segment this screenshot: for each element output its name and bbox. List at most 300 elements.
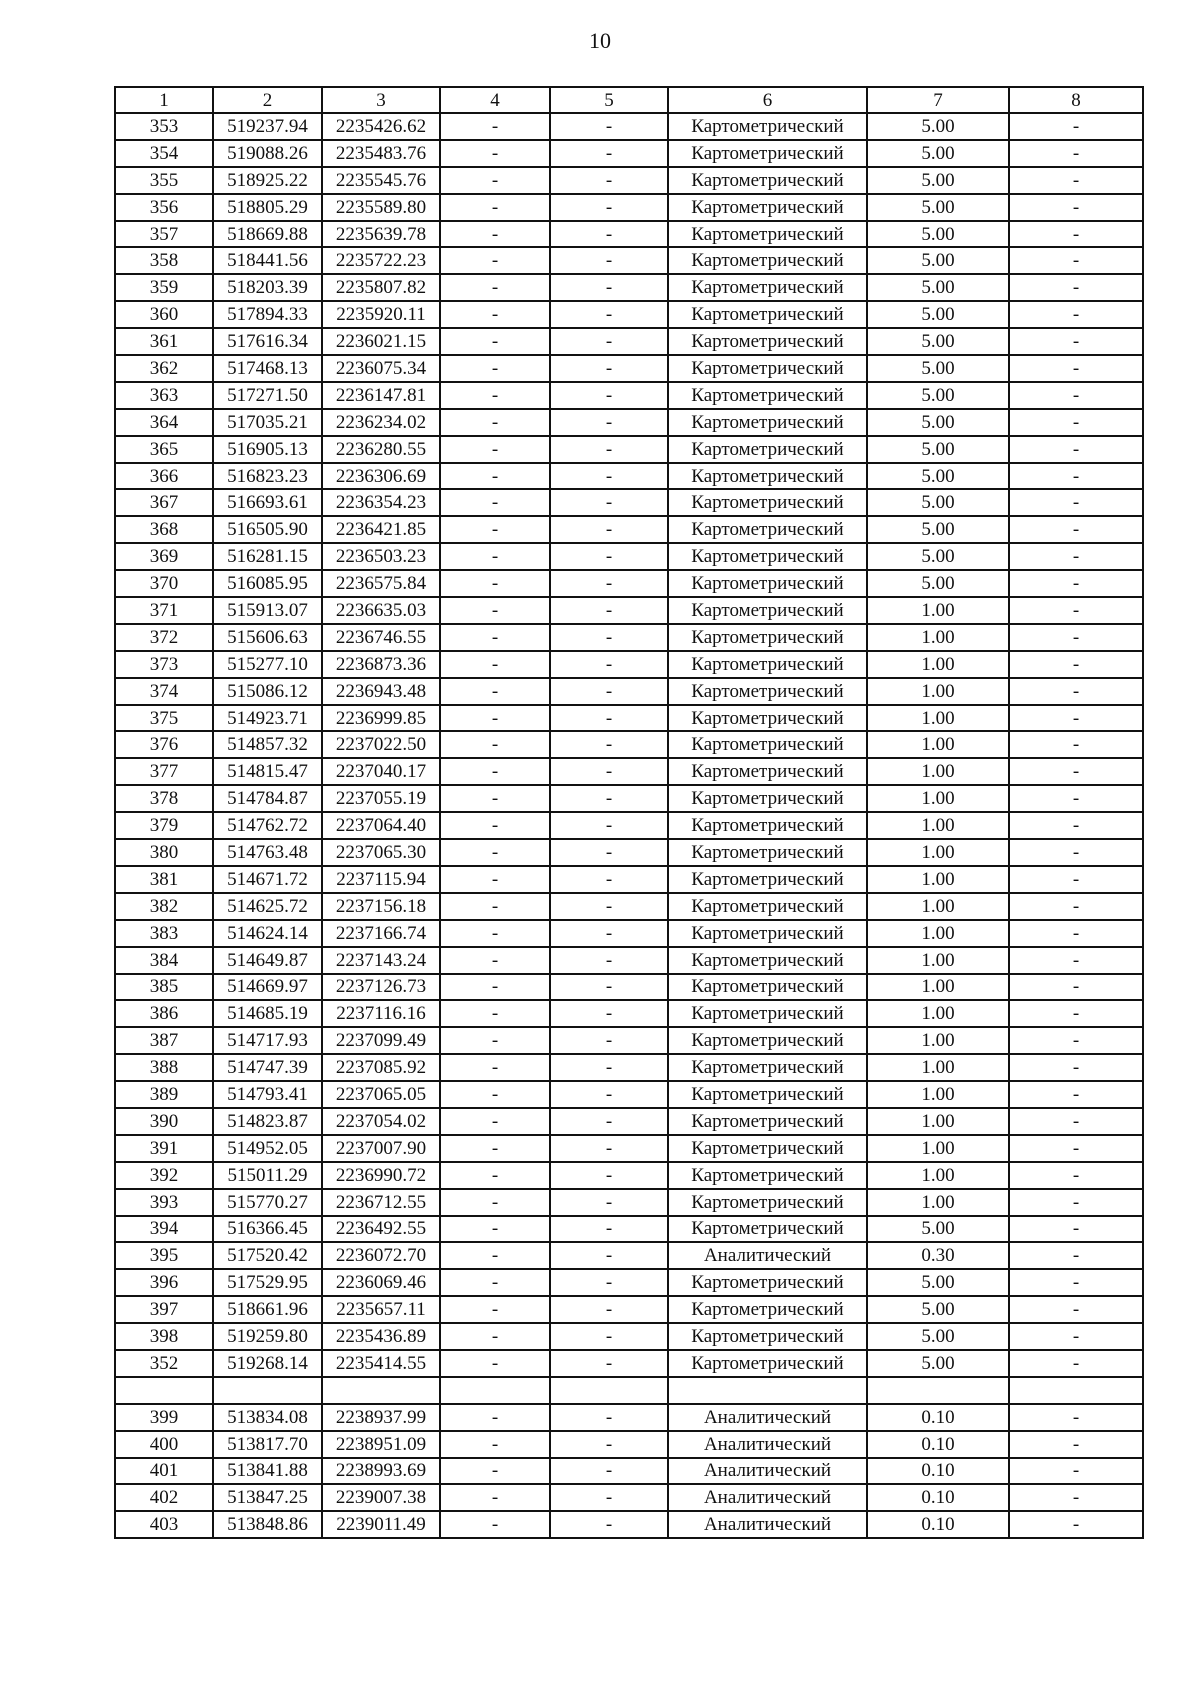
column-5-cell: -: [550, 1108, 668, 1135]
method-cell: Картометрический: [668, 974, 867, 1001]
column-8-cell: -: [1009, 974, 1143, 1001]
y-coordinate-cell: 2235436.89: [322, 1323, 440, 1350]
column-5-cell: -: [550, 382, 668, 409]
method-cell: Картометрический: [668, 1054, 867, 1081]
column-8-cell: -: [1009, 893, 1143, 920]
column-5-cell: -: [550, 274, 668, 301]
column-5-cell: -: [550, 436, 668, 463]
table-row: [115, 1054, 1143, 1081]
table-row: [115, 247, 1143, 274]
column-8-cell: -: [1009, 1027, 1143, 1054]
method-cell: Картометрический: [668, 489, 867, 516]
point-number-cell: 371: [115, 597, 213, 624]
column-4-cell: -: [440, 1269, 550, 1296]
method-cell: Картометрический: [668, 1108, 867, 1135]
column-5-cell: -: [550, 651, 668, 678]
y-coordinate-cell: 2236503.23: [322, 543, 440, 570]
column-8-cell: -: [1009, 140, 1143, 167]
table-body: [115, 113, 1143, 1538]
column-5-cell: -: [550, 920, 668, 947]
accuracy-cell: 5.00: [867, 489, 1009, 516]
point-number-cell: 365: [115, 436, 213, 463]
column-5-cell: -: [550, 1323, 668, 1350]
column-4-cell: -: [440, 436, 550, 463]
point-number-cell: 353: [115, 113, 213, 140]
column-header: 4: [440, 87, 550, 113]
column-8-cell: -: [1009, 812, 1143, 839]
y-coordinate-cell: 2236873.36: [322, 651, 440, 678]
column-8-cell: -: [1009, 1323, 1143, 1350]
table-row: [115, 651, 1143, 678]
x-coordinate-cell: 519268.14: [213, 1350, 322, 1377]
column-5-cell: -: [550, 489, 668, 516]
table-row: [115, 140, 1143, 167]
column-8-cell: -: [1009, 866, 1143, 893]
y-coordinate-cell: 2235807.82: [322, 274, 440, 301]
column-8-cell: -: [1009, 758, 1143, 785]
y-coordinate-cell: 2236354.23: [322, 489, 440, 516]
y-coordinate-cell: 2237115.94: [322, 866, 440, 893]
y-coordinate-cell: 2236575.84: [322, 570, 440, 597]
table-row: [115, 1135, 1143, 1162]
point-number-cell: 357: [115, 221, 213, 248]
x-coordinate-cell: 518669.88: [213, 221, 322, 248]
y-coordinate-cell: 2237055.19: [322, 785, 440, 812]
table-row: [115, 1162, 1143, 1189]
column-header: 3: [322, 87, 440, 113]
column-8-cell: -: [1009, 194, 1143, 221]
method-cell: Аналитический: [668, 1458, 867, 1485]
table-row: [115, 463, 1143, 490]
table-row: [115, 1242, 1143, 1269]
y-coordinate-cell: 2238951.09: [322, 1431, 440, 1458]
accuracy-cell: 1.00: [867, 866, 1009, 893]
column-8-cell: [1009, 1377, 1143, 1404]
column-5-cell: -: [550, 113, 668, 140]
accuracy-cell: 1.00: [867, 1081, 1009, 1108]
y-coordinate-cell: 2235414.55: [322, 1350, 440, 1377]
method-cell: Картометрический: [668, 893, 867, 920]
column-8-cell: -: [1009, 839, 1143, 866]
column-header: 6: [668, 87, 867, 113]
method-cell: Картометрический: [668, 1296, 867, 1323]
table-row: [115, 516, 1143, 543]
column-5-cell: -: [550, 839, 668, 866]
column-5-cell: -: [550, 167, 668, 194]
table-row: [115, 194, 1143, 221]
accuracy-cell: 5.00: [867, 543, 1009, 570]
y-coordinate-cell: 2236999.85: [322, 705, 440, 732]
table-row: [115, 731, 1143, 758]
method-cell: Картометрический: [668, 409, 867, 436]
method-cell: Картометрический: [668, 705, 867, 732]
column-4-cell: -: [440, 947, 550, 974]
accuracy-cell: 0.30: [867, 1242, 1009, 1269]
table-row: [115, 301, 1143, 328]
x-coordinate-cell: 516693.61: [213, 489, 322, 516]
x-coordinate-cell: 515606.63: [213, 624, 322, 651]
point-number-cell: 362: [115, 355, 213, 382]
column-header: 8: [1009, 87, 1143, 113]
column-5-cell: -: [550, 221, 668, 248]
point-number-cell: 355: [115, 167, 213, 194]
point-number-cell: 384: [115, 947, 213, 974]
method-cell: Картометрический: [668, 543, 867, 570]
method-cell: Картометрический: [668, 678, 867, 705]
x-coordinate-cell: 518661.96: [213, 1296, 322, 1323]
method-cell: Картометрический: [668, 1027, 867, 1054]
point-number-cell: 352: [115, 1350, 213, 1377]
column-8-cell: -: [1009, 409, 1143, 436]
x-coordinate-cell: 518805.29: [213, 194, 322, 221]
column-5-cell: -: [550, 1511, 668, 1538]
column-4-cell: -: [440, 463, 550, 490]
x-coordinate-cell: 513841.88: [213, 1458, 322, 1485]
table-row: [115, 113, 1143, 140]
y-coordinate-cell: 2236712.55: [322, 1189, 440, 1216]
column-5-cell: -: [550, 1054, 668, 1081]
y-coordinate-cell: 2237156.18: [322, 893, 440, 920]
accuracy-cell: 1.00: [867, 651, 1009, 678]
table-row: [115, 1296, 1143, 1323]
y-coordinate-cell: 2236943.48: [322, 678, 440, 705]
point-number-cell: 376: [115, 731, 213, 758]
column-5-cell: -: [550, 678, 668, 705]
table-row: [115, 1269, 1143, 1296]
x-coordinate-cell: 518925.22: [213, 167, 322, 194]
accuracy-cell: 1.00: [867, 1054, 1009, 1081]
method-cell: Картометрический: [668, 731, 867, 758]
column-8-cell: -: [1009, 463, 1143, 490]
column-4-cell: -: [440, 113, 550, 140]
x-coordinate-cell: 513817.70: [213, 1431, 322, 1458]
y-coordinate-cell: 2236072.70: [322, 1242, 440, 1269]
column-8-cell: -: [1009, 920, 1143, 947]
table-row: [115, 436, 1143, 463]
x-coordinate-cell: 513848.86: [213, 1511, 322, 1538]
table-row: [115, 974, 1143, 1001]
method-cell: Картометрический: [668, 355, 867, 382]
table-row: [115, 597, 1143, 624]
column-4-cell: -: [440, 1431, 550, 1458]
table-row: [115, 382, 1143, 409]
accuracy-cell: 5.00: [867, 516, 1009, 543]
column-8-cell: -: [1009, 1216, 1143, 1243]
point-number-cell: 391: [115, 1135, 213, 1162]
column-8-cell: -: [1009, 705, 1143, 732]
y-coordinate-cell: 2236746.55: [322, 624, 440, 651]
y-coordinate-cell: 2238937.99: [322, 1404, 440, 1431]
column-4-cell: -: [440, 247, 550, 274]
y-coordinate-cell: 2235722.23: [322, 247, 440, 274]
y-coordinate-cell: 2237099.49: [322, 1027, 440, 1054]
x-coordinate-cell: 518203.39: [213, 274, 322, 301]
column-5-cell: -: [550, 570, 668, 597]
method-cell: Картометрический: [668, 167, 867, 194]
point-number-cell: 401: [115, 1458, 213, 1485]
method-cell: Картометрический: [668, 920, 867, 947]
column-5-cell: -: [550, 812, 668, 839]
accuracy-cell: 1.00: [867, 1162, 1009, 1189]
x-coordinate-cell: 517616.34: [213, 328, 322, 355]
column-4-cell: -: [440, 194, 550, 221]
column-5-cell: -: [550, 1350, 668, 1377]
column-4-cell: -: [440, 651, 550, 678]
accuracy-cell: 0.10: [867, 1484, 1009, 1511]
column-4-cell: -: [440, 1216, 550, 1243]
y-coordinate-cell: 2235426.62: [322, 113, 440, 140]
accuracy-cell: 5.00: [867, 221, 1009, 248]
point-number-cell: 366: [115, 463, 213, 490]
column-header: 2: [213, 87, 322, 113]
method-cell: Аналитический: [668, 1484, 867, 1511]
point-number-cell: 395: [115, 1242, 213, 1269]
x-coordinate-cell: 513834.08: [213, 1404, 322, 1431]
column-4-cell: -: [440, 1458, 550, 1485]
column-4-cell: -: [440, 328, 550, 355]
point-number-cell: 394: [115, 1216, 213, 1243]
column-8-cell: -: [1009, 1269, 1143, 1296]
column-8-cell: -: [1009, 543, 1143, 570]
x-coordinate-cell: 514784.87: [213, 785, 322, 812]
point-number-cell: 402: [115, 1484, 213, 1511]
point-number-cell: 359: [115, 274, 213, 301]
column-8-cell: -: [1009, 274, 1143, 301]
method-cell: Картометрический: [668, 1323, 867, 1350]
x-coordinate-cell: 514763.48: [213, 839, 322, 866]
table-row: [115, 1431, 1143, 1458]
point-number-cell: 360: [115, 301, 213, 328]
accuracy-cell: 5.00: [867, 463, 1009, 490]
x-coordinate-cell: 514923.71: [213, 705, 322, 732]
point-number-cell: 370: [115, 570, 213, 597]
column-8-cell: -: [1009, 1431, 1143, 1458]
x-coordinate-cell: 514717.93: [213, 1027, 322, 1054]
x-coordinate-cell: 514625.72: [213, 893, 322, 920]
table-row: [115, 1000, 1143, 1027]
column-8-cell: -: [1009, 382, 1143, 409]
table-row: [115, 1027, 1143, 1054]
column-4-cell: -: [440, 866, 550, 893]
x-coordinate-cell: 517035.21: [213, 409, 322, 436]
table-row: [115, 758, 1143, 785]
column-8-cell: -: [1009, 597, 1143, 624]
y-coordinate-cell: 2238993.69: [322, 1458, 440, 1485]
column-4-cell: -: [440, 1404, 550, 1431]
y-coordinate-cell: 2237126.73: [322, 974, 440, 1001]
column-5-cell: -: [550, 140, 668, 167]
column-5-cell: -: [550, 1216, 668, 1243]
method-cell: Картометрический: [668, 274, 867, 301]
x-coordinate-cell: 519259.80: [213, 1323, 322, 1350]
point-number-cell: 382: [115, 893, 213, 920]
column-8-cell: -: [1009, 221, 1143, 248]
point-number-cell: 397: [115, 1296, 213, 1323]
column-4-cell: -: [440, 758, 550, 785]
accuracy-cell: 1.00: [867, 1000, 1009, 1027]
accuracy-cell: 1.00: [867, 893, 1009, 920]
method-cell: Картометрический: [668, 1269, 867, 1296]
method-cell: Аналитический: [668, 1404, 867, 1431]
accuracy-cell: 1.00: [867, 785, 1009, 812]
accuracy-cell: 5.00: [867, 1269, 1009, 1296]
point-number-cell: 354: [115, 140, 213, 167]
x-coordinate-cell: 514823.87: [213, 1108, 322, 1135]
x-coordinate-cell: 515011.29: [213, 1162, 322, 1189]
accuracy-cell: 5.00: [867, 274, 1009, 301]
y-coordinate-cell: 2237116.16: [322, 1000, 440, 1027]
accuracy-cell: 5.00: [867, 409, 1009, 436]
accuracy-cell: 5.00: [867, 194, 1009, 221]
column-5-cell: -: [550, 1404, 668, 1431]
column-8-cell: -: [1009, 355, 1143, 382]
y-coordinate-cell: 2235639.78: [322, 221, 440, 248]
table-row: [115, 221, 1143, 248]
y-coordinate-cell: 2237007.90: [322, 1135, 440, 1162]
column-4-cell: -: [440, 409, 550, 436]
accuracy-cell: 1.00: [867, 758, 1009, 785]
x-coordinate-cell: 514952.05: [213, 1135, 322, 1162]
y-coordinate-cell: 2236990.72: [322, 1162, 440, 1189]
accuracy-cell: 5.00: [867, 247, 1009, 274]
table-row: [115, 839, 1143, 866]
point-number-cell: 400: [115, 1431, 213, 1458]
column-5-cell: -: [550, 866, 668, 893]
table-row: [115, 785, 1143, 812]
method-cell: Картометрический: [668, 812, 867, 839]
column-8-cell: -: [1009, 678, 1143, 705]
point-number-cell: [115, 1377, 213, 1404]
column-4-cell: -: [440, 812, 550, 839]
column-5-cell: -: [550, 1296, 668, 1323]
x-coordinate-cell: 517520.42: [213, 1242, 322, 1269]
column-4-cell: -: [440, 839, 550, 866]
x-coordinate-cell: 514649.87: [213, 947, 322, 974]
table-row: [115, 678, 1143, 705]
accuracy-cell: 1.00: [867, 1189, 1009, 1216]
column-4-cell: -: [440, 893, 550, 920]
table-row: [115, 1377, 1143, 1404]
column-8-cell: -: [1009, 1296, 1143, 1323]
coordinates-table: [114, 86, 1144, 1539]
method-cell: Картометрический: [668, 301, 867, 328]
y-coordinate-cell: 2236306.69: [322, 463, 440, 490]
y-coordinate-cell: 2237085.92: [322, 1054, 440, 1081]
accuracy-cell: 0.10: [867, 1458, 1009, 1485]
table-row: [115, 1108, 1143, 1135]
table-row: [115, 1216, 1143, 1243]
method-cell: Картометрический: [668, 1189, 867, 1216]
column-4-cell: -: [440, 516, 550, 543]
point-number-cell: 377: [115, 758, 213, 785]
accuracy-cell: 1.00: [867, 705, 1009, 732]
table-row: [115, 1404, 1143, 1431]
column-5-cell: -: [550, 355, 668, 382]
accuracy-cell: 5.00: [867, 1296, 1009, 1323]
point-number-cell: 356: [115, 194, 213, 221]
x-coordinate-cell: 518441.56: [213, 247, 322, 274]
method-cell: Картометрический: [668, 570, 867, 597]
point-number-cell: 381: [115, 866, 213, 893]
method-cell: Картометрический: [668, 382, 867, 409]
method-cell: Картометрический: [668, 651, 867, 678]
table-row: [115, 1189, 1143, 1216]
accuracy-cell: 5.00: [867, 382, 1009, 409]
method-cell: Картометрический: [668, 1081, 867, 1108]
accuracy-cell: 1.00: [867, 597, 1009, 624]
y-coordinate-cell: 2235545.76: [322, 167, 440, 194]
point-number-cell: 396: [115, 1269, 213, 1296]
point-number-cell: 383: [115, 920, 213, 947]
x-coordinate-cell: 516505.90: [213, 516, 322, 543]
x-coordinate-cell: 516366.45: [213, 1216, 322, 1243]
table-row: [115, 543, 1143, 570]
column-8-cell: -: [1009, 1511, 1143, 1538]
method-cell: Картометрический: [668, 247, 867, 274]
column-5-cell: [550, 1377, 668, 1404]
column-4-cell: -: [440, 489, 550, 516]
y-coordinate-cell: 2237065.30: [322, 839, 440, 866]
column-5-cell: -: [550, 947, 668, 974]
column-4-cell: -: [440, 1054, 550, 1081]
column-8-cell: -: [1009, 731, 1143, 758]
column-5-cell: -: [550, 1000, 668, 1027]
accuracy-cell: 1.00: [867, 1135, 1009, 1162]
method-cell: Картометрический: [668, 1135, 867, 1162]
method-cell: Картометрический: [668, 785, 867, 812]
column-4-cell: [440, 1377, 550, 1404]
column-8-cell: -: [1009, 167, 1143, 194]
y-coordinate-cell: [322, 1377, 440, 1404]
column-4-cell: -: [440, 974, 550, 1001]
x-coordinate-cell: 516905.13: [213, 436, 322, 463]
column-4-cell: -: [440, 705, 550, 732]
y-coordinate-cell: 2239011.49: [322, 1511, 440, 1538]
column-5-cell: -: [550, 705, 668, 732]
accuracy-cell: 5.00: [867, 167, 1009, 194]
column-8-cell: -: [1009, 785, 1143, 812]
x-coordinate-cell: 514669.97: [213, 974, 322, 1001]
column-5-cell: -: [550, 301, 668, 328]
column-4-cell: -: [440, 301, 550, 328]
x-coordinate-cell: 517468.13: [213, 355, 322, 382]
point-number-cell: 367: [115, 489, 213, 516]
accuracy-cell: 1.00: [867, 947, 1009, 974]
y-coordinate-cell: 2235657.11: [322, 1296, 440, 1323]
column-8-cell: -: [1009, 1054, 1143, 1081]
column-5-cell: -: [550, 785, 668, 812]
point-number-cell: 373: [115, 651, 213, 678]
column-8-cell: -: [1009, 570, 1143, 597]
accuracy-cell: 5.00: [867, 1350, 1009, 1377]
x-coordinate-cell: 516085.95: [213, 570, 322, 597]
column-4-cell: -: [440, 1350, 550, 1377]
method-cell: Картометрический: [668, 328, 867, 355]
column-5-cell: -: [550, 409, 668, 436]
column-8-cell: -: [1009, 947, 1143, 974]
page-number: 10: [589, 28, 611, 53]
method-cell: Картометрический: [668, 194, 867, 221]
y-coordinate-cell: 2237166.74: [322, 920, 440, 947]
method-cell: Картометрический: [668, 866, 867, 893]
table-row: [115, 328, 1143, 355]
column-4-cell: -: [440, 678, 550, 705]
accuracy-cell: 1.00: [867, 624, 1009, 651]
column-8-cell: -: [1009, 516, 1143, 543]
x-coordinate-cell: 516823.23: [213, 463, 322, 490]
column-4-cell: -: [440, 920, 550, 947]
column-8-cell: -: [1009, 1000, 1143, 1027]
